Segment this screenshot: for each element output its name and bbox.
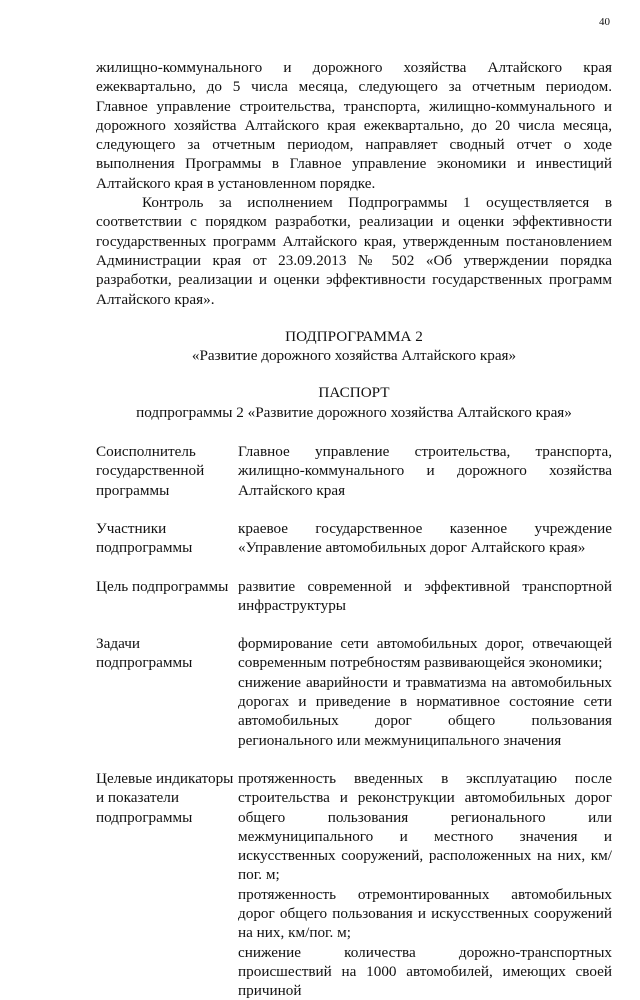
passport-value-line: снижение аварийности и травматизма на автомобильных дорогах и приведение в нормативное состояние сети автомобильных дорог общего пользования регионального или межмуниципального значения (238, 673, 612, 749)
passport-label: Задачи подпрограммы (96, 635, 193, 672)
subprogram-heading: ПОДПРОГРАММА 2 (285, 327, 423, 345)
page-number: 40 (599, 16, 610, 28)
passport-row-participants (96, 519, 612, 558)
document-body (96, 58, 612, 1000)
passport-label: Целевые индикаторы и показатели подпрограммы (96, 769, 234, 826)
passport-heading: ПАСПОРТ (318, 384, 390, 402)
passport-value (238, 634, 612, 750)
passport-label: Участники подпрограммы (96, 519, 193, 557)
passport-value (238, 519, 612, 558)
passport-row-tasks (96, 634, 612, 750)
passport-value (238, 442, 612, 500)
passport-value-line: краевое государственное казенное учреждение «Управление автомобильных дорог Алтайского края» (238, 519, 612, 557)
passport-value (238, 769, 612, 1000)
passport-value-line: протяженность введенных в эксплуатацию после строительства и реконструкции автомобильных дорог общего пользования регионального или межмуниципального и местного значения и искусственных сооружений, расположенных на них, км/пог. м; (238, 769, 612, 884)
passport-row-goal (96, 577, 612, 616)
subprogram-name: «Развитие дорожного хозяйства Алтайского края» (191, 347, 517, 365)
passport-row-coexecutor (96, 442, 612, 500)
passport-value-line: протяженность отремонтированных автомобильных дорог общего пользования и искусственных сооружений на них, км/пог. м; (238, 885, 612, 942)
passport-row-indicators (96, 769, 612, 1000)
intro-paragraph-2: Контроль за исполнением Подпрограммы 1 осуществляется в соответствии с порядком разработки, реализации и оценки эффективности государственных программ Алтайского края, утвержденным постановлением Администрации края от 23.09.2013 № 502 «Об утверждении порядка разработки, реализации и оценки эффективности государственных программ Алтайского края». (96, 194, 612, 308)
passport-label: Цель подпрограммы (96, 577, 229, 595)
passport-label: Соисполнитель государственной программы (96, 443, 205, 499)
passport-value-line: развитие современной и эффективной транспортной инфраструктуры (238, 577, 612, 614)
passport-table (96, 442, 612, 1000)
passport-value-line: формирование сети автомобильных дорог, отвечающей современным потребностям развивающейся экономики; (238, 635, 612, 672)
passport-value-line: Главное управление строительства, транспорта, жилищно-коммунального и дорожного хозяйства Алтайского края (238, 443, 612, 499)
passport-value (238, 577, 612, 616)
intro-paragraph-1: жилищно-коммунального и дорожного хозяйства Алтайского края ежеквартально, до 5 числа месяца, следующего за отчетным периодом. Главное управление строительства, транспорта, жилищно-коммунального и дорожного хозяйства Алтайского края ежеквартально, до 20 числа месяца, следующего за отчетным периодом, направляет сводный отчет о ходе выполнения Программы в Главное управление экономики и инвестиций Алтайского края в установленном порядке. (96, 59, 612, 192)
passport-value-line: снижение количества дорожно-транспортных происшествий на 1000 автомобилей, имеющих своей причиной (238, 943, 612, 1000)
passport-subheading: подпрограммы 2 «Развитие дорожного хозяйства Алтайского края» (136, 403, 572, 421)
